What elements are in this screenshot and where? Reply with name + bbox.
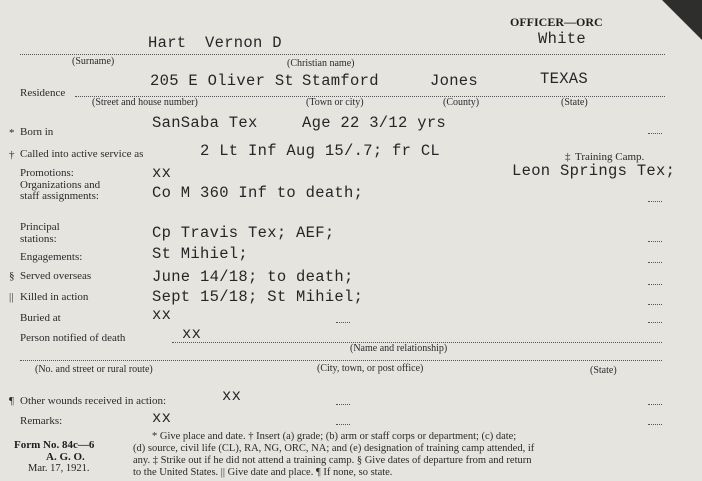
killed-label: Killed in action [20, 291, 89, 303]
organizations-label-2: staff assignments: [20, 190, 99, 202]
card-corner [662, 0, 702, 40]
address-street-caption: (No. and street or rural route) [35, 364, 153, 375]
born-place: SanSaba Tex [152, 114, 258, 132]
training-camp-marker: ‡ [565, 151, 571, 163]
residence-town: Stamford [302, 72, 379, 90]
address-state-caption: (State) [590, 365, 617, 376]
address-line [20, 360, 662, 361]
remarks-line-mid [336, 424, 350, 425]
form-date: Mar. 17, 1921. [28, 463, 90, 474]
wounds-marker: ¶ [9, 395, 14, 407]
engagements-line-end [648, 262, 662, 263]
surname-caption: (Surname) [72, 56, 115, 67]
wounds-line-mid [336, 404, 350, 405]
notified-name-caption: (Name and relationship) [350, 343, 448, 354]
engagements-label: Engagements: [20, 251, 83, 263]
buried-label: Buried at [20, 312, 61, 324]
stations-value: Cp Travis Tex; AEF; [152, 224, 335, 242]
remarks-line-end [648, 424, 662, 425]
notified-value: xx [182, 325, 202, 343]
notified-label: Person notified of death [20, 332, 126, 344]
service-value: 2 Lt Inf Aug 15/.7; fr CL [200, 142, 441, 160]
wounds-line-end [648, 404, 662, 405]
stations-label-2: stations: [20, 233, 57, 245]
service-label: Called into active service as [20, 148, 144, 160]
address-city-caption: (City, town, or post office) [317, 363, 424, 374]
street-caption: (Street and house number) [92, 97, 198, 108]
overseas-label: Served overseas [20, 270, 92, 282]
name-line [20, 54, 665, 55]
residence-state: TEXAS [540, 70, 589, 88]
training-camp-label: Training Camp. [575, 151, 645, 163]
promotions-value: xx [152, 164, 172, 182]
overseas-line-end [648, 284, 662, 285]
residence-street: 205 E Oliver St [150, 72, 295, 90]
buried-line-end [648, 322, 662, 323]
stations-line-end [648, 241, 662, 242]
remarks-value: xx [152, 409, 172, 427]
stations-label: Principal [20, 221, 60, 233]
born-line-end [648, 133, 662, 134]
remarks-label: Remarks: [20, 415, 63, 427]
engagements-value: St Mihiel; [152, 245, 249, 263]
footnote-line-1: * Give place and date. † Insert (a) grade; (b) arm or staff corps or department; (c) date; [152, 431, 517, 442]
footnote-line-3: any. ‡ Strike out if he did not attend a training camp. § Give dates of departure from and return [133, 455, 532, 466]
organizations-line-end [648, 201, 662, 202]
killed-value: Sept 15/18; St Mihiel; [152, 288, 364, 306]
buried-line-mid [336, 322, 350, 323]
wounds-label: Other wounds received in action: [20, 395, 167, 407]
footnote-line-2: (d) source, civil life (CL), RA, NG, ORC, NA; and (e) designation of training camp attended, if [133, 443, 535, 454]
overseas-value: June 14/18; to death; [152, 268, 354, 286]
footnote-line-4: to the United States. || Give date and place. ¶ If none, so state. [133, 467, 393, 478]
killed-marker: || [9, 291, 14, 303]
residence-county: Jones [430, 72, 479, 90]
christian-name-value: Vernon D [205, 34, 282, 52]
town-caption: (Town or city) [306, 97, 364, 108]
residence-label: Residence [20, 87, 66, 99]
christian-name-caption: (Christian name) [287, 58, 355, 69]
born-age: Age 22 3/12 yrs [302, 114, 447, 132]
county-caption: (County) [443, 97, 480, 108]
form-agency: A. G. O. [46, 451, 85, 463]
promotions-label: Promotions: [20, 167, 74, 179]
born-label: Born in [20, 126, 54, 138]
surname-value: Hart [148, 34, 187, 52]
form-title: OFFICER—ORC [510, 15, 603, 29]
wounds-value: xx [222, 387, 242, 405]
form-number: Form No. 84c—6 [14, 439, 95, 451]
training-camp-value: Leon Springs Tex; [512, 162, 676, 180]
overseas-marker: § [9, 270, 15, 282]
race-value: White [538, 30, 587, 48]
service-marker: † [9, 149, 15, 161]
killed-line-end [648, 304, 662, 305]
state-caption: (State) [561, 97, 588, 108]
organizations-label: Organizations and [20, 179, 101, 191]
buried-value: xx [152, 306, 172, 324]
organizations-value: Co M 360 Inf to death; [152, 184, 364, 202]
born-marker: * [9, 127, 15, 139]
